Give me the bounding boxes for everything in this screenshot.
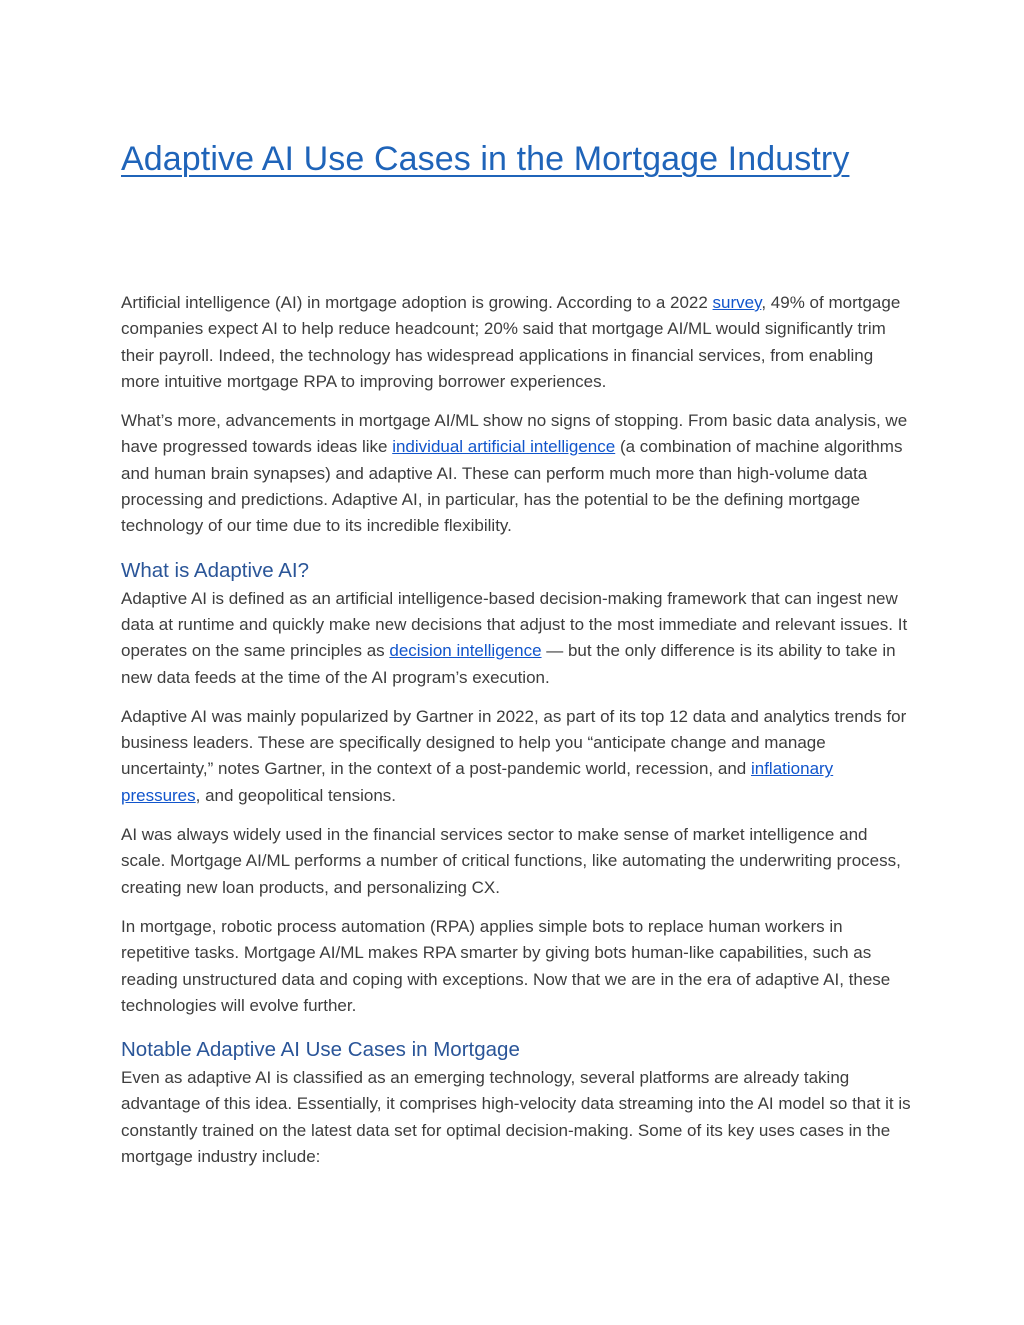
article-body	[121, 290, 911, 1183]
decision-intelligence-link[interactable]: decision intelligence	[389, 641, 542, 661]
inflationary-pressures-link[interactable]: inflationary pressures	[121, 759, 834, 805]
paragraph-advancements	[121, 408, 911, 539]
paragraph-text: , and geopolitical tensions.	[195, 785, 396, 805]
paragraph-gartner	[121, 704, 911, 809]
section-heading-use-cases: Notable Adaptive AI Use Cases in Mortgage	[121, 1038, 520, 1062]
paragraph-financial-services: AI was always widely used in the financial services sector to make sense of market intelligence and scale. Mortgage AI/ML performs a number of critical functions, like automating the underwriting process, creating new loan products, and personalizing CX.	[121, 825, 901, 897]
paragraph-text: — but the only difference is its ability to take in new data feeds at the time of the AI program’s execution.	[121, 641, 896, 687]
paragraph-intro	[121, 290, 911, 395]
paragraph-text: Adaptive AI is defined as an artificial intelligence-based decision-making framework that can ingest new data at runtime and quickly make new decisions that adjust to the most immediate and relevant issues. It operates on the same principles as	[121, 588, 908, 661]
paragraph-rpa: In mortgage, robotic process automation (RPA) applies simple bots to replace human workers in repetitive tasks. Mortgage AI/ML makes RPA smarter by giving bots human-like capabilities, such as reading unstructured data and coping with exceptions. Now that we are in the era of adaptive AI, these technologies will evolve further.	[121, 916, 891, 1015]
individual-ai-link[interactable]: individual artificial intelligence	[392, 437, 616, 457]
paragraph-definition	[121, 586, 911, 691]
paragraph-text: What’s more, advancements in mortgage AI/ML show no signs of stopping. From basic data analysis, we have progressed towards ideas like	[121, 411, 908, 457]
paragraph-use-cases-intro: Even as adaptive AI is classified as an emerging technology, several platforms are already taking advantage of this idea. Essentially, it comprises high-velocity data streaming into the AI model so that it is constantly trained on the latest data set for optimal decision-making. Some of its key uses cases in the mortgage industry include:	[121, 1068, 911, 1167]
survey-link[interactable]: survey	[712, 293, 762, 312]
section-heading-what-is-adaptive-ai: What is Adaptive AI?	[121, 558, 310, 582]
paragraph-text: Artificial intelligence (AI) in mortgage adoption is growing. According to a 2022	[121, 293, 713, 312]
paragraph-text: (a combination of machine algorithms and human brain synapses) and adaptive AI. These can perform much more than high-volume data processing and predictions. Adaptive AI, in particular, has the potential to be the defining mortgage technology of our time due to its incredible flexibility.	[121, 437, 903, 536]
page-title[interactable]: Adaptive AI Use Cases in the Mortgage Industry	[121, 140, 850, 178]
paragraph-text: , 49% of mortgage companies expect AI to help reduce headcount; 20% said that mortgage AI/ML would significantly trim their payroll. Indeed, the technology has widespread applications in financial services, from enabling more intuitive mortgage RPA to improving borrower experiences.	[121, 293, 901, 391]
paragraph-text: Adaptive AI was mainly popularized by Gartner in 2022, as part of its top 12 data and analytics trends for business leaders. These are specifically designed to help you “anticipate change and manage uncertainty,” notes Gartner, in the context of a post-pandemic world, recession, and	[121, 706, 907, 779]
